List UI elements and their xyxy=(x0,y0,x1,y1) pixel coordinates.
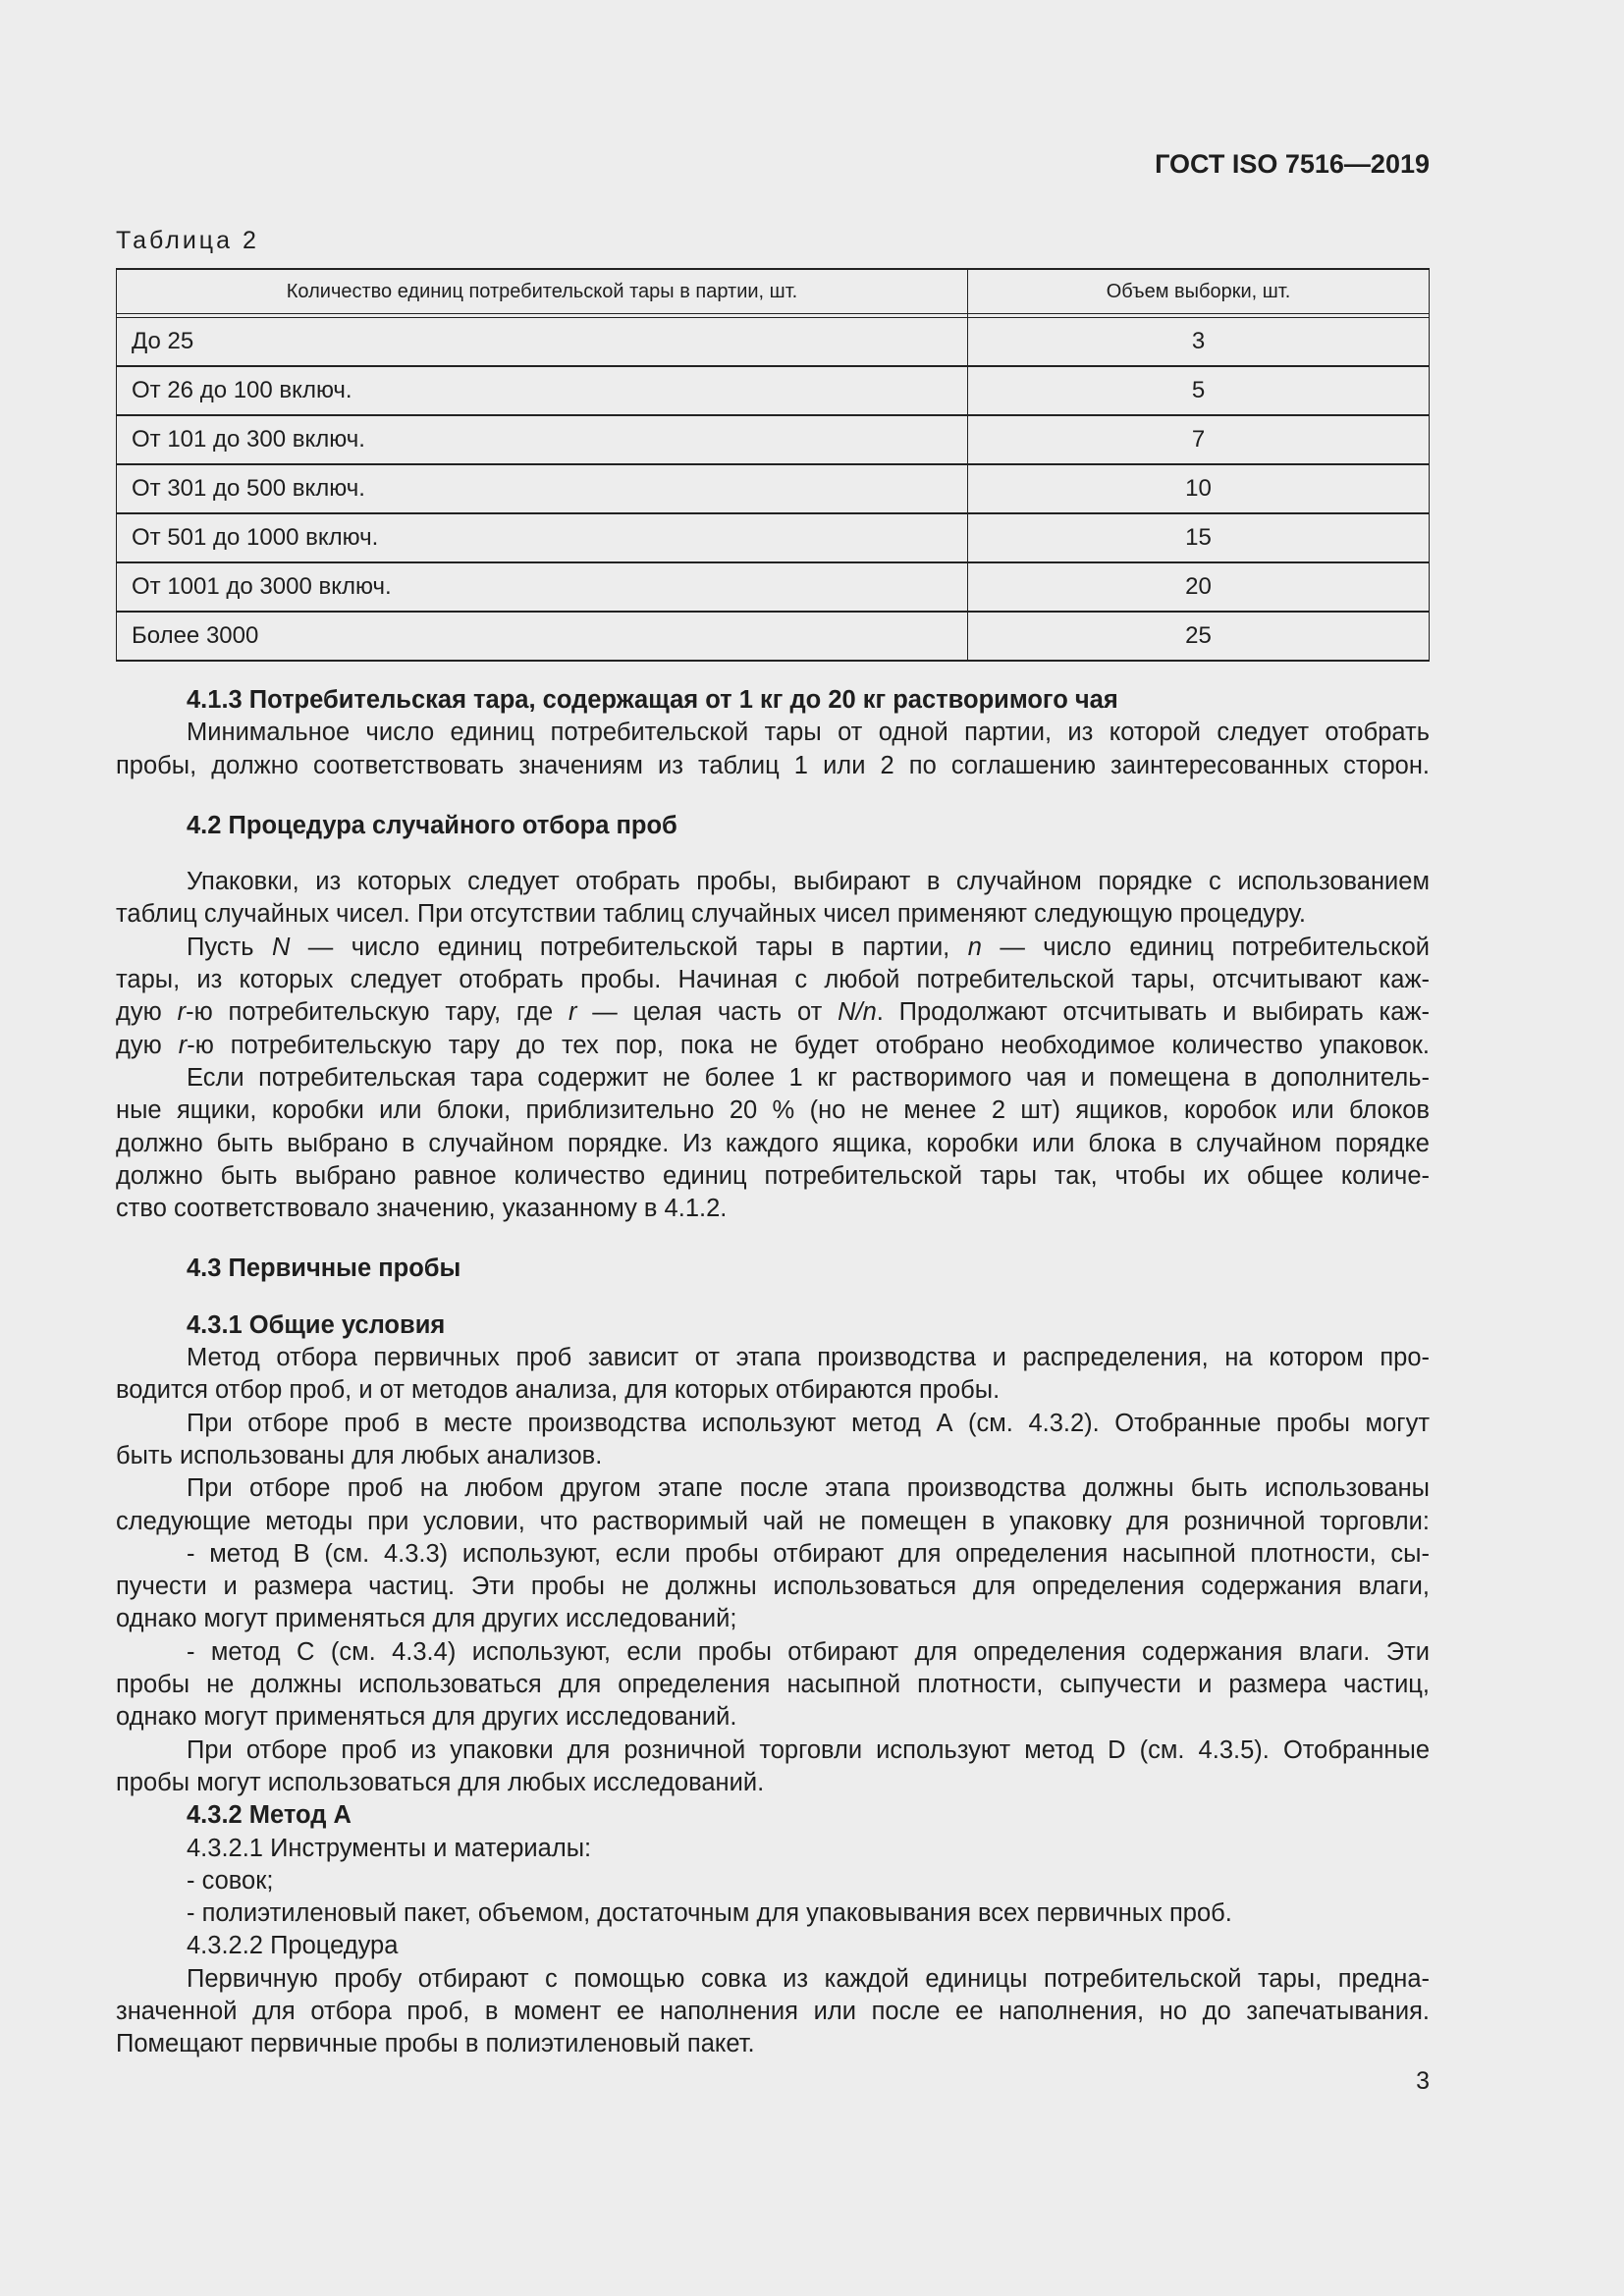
paragraph-line: быть использованы для любых анализов. xyxy=(116,1441,603,1469)
cell-sample-size: 15 xyxy=(1185,524,1212,551)
table-header-row xyxy=(117,270,1429,314)
cell-sample-size: 5 xyxy=(1191,377,1206,403)
paragraph-line: значенной для отбора проб, в момент ее наполнения или после ее наполнения, но до запечатывания. xyxy=(116,1997,1430,2025)
list-item: - совок; xyxy=(187,1866,274,1895)
subsection-4-3-2-1: 4.3.2.1 Инструменты и материалы: xyxy=(187,1834,592,1862)
paragraph-line: пробы, должно соответствовать значениям из таблиц 1 или 2 по соглашению заинтересованных сторон. xyxy=(116,751,1430,779)
cell-batch-quantity: До 25 xyxy=(117,318,968,365)
table-row xyxy=(117,414,1429,463)
paragraph-line: должно быть выбрано равное количество единиц потребительской тары так, чтобы их общее количе- xyxy=(116,1161,1430,1190)
table-row xyxy=(117,365,1429,414)
cell-batch-quantity: От 501 до 1000 включ. xyxy=(117,514,968,561)
paragraph-line: дую r-ю потребительскую тару до тех пор, пока не будет отобрано необходимое количество упаковок. xyxy=(116,1031,1430,1059)
sample-size-table xyxy=(116,268,1430,662)
paragraph-line: водится отбор проб, и от методов анализа, для которых отбираются пробы. xyxy=(116,1376,1001,1405)
list-item-line: однако могут применяться для других исследований. xyxy=(116,1703,737,1732)
column-header-batch-quantity: Количество единиц потребительской тары в партии, шт. xyxy=(117,270,968,313)
list-item-line: - метод С (см. 4.3.4) используют, если пробы отбирают для определения содержания влаги. Эти xyxy=(187,1637,1430,1666)
table-row xyxy=(117,512,1429,561)
cell-batch-quantity: Более 3000 xyxy=(117,613,968,660)
cell-sample-size: 25 xyxy=(1185,622,1212,649)
paragraph-line: должно быть выбрано в случайном порядке. Из каждого ящика, коробки или блока в случайном порядке xyxy=(116,1129,1430,1157)
table-row xyxy=(117,611,1429,660)
document-body xyxy=(116,684,1430,2061)
table-caption: Таблица 2 xyxy=(116,227,259,254)
document-code: ГОСТ ISO 7516—2019 xyxy=(1155,149,1430,179)
cell-sample-size: 10 xyxy=(1185,475,1212,502)
section-heading-4-3: 4.3 Первичные пробы xyxy=(187,1255,461,1283)
paragraph-line: таблиц случайных чисел. При отсутствии таблиц случайных чисел применяют следующую процедуру. xyxy=(116,900,1306,929)
cell-batch-quantity: От 26 до 100 включ. xyxy=(117,367,968,414)
cell-sample-size: 20 xyxy=(1185,573,1212,600)
list-item: - полиэтиленовый пакет, объемом, достаточным для упаковывания всех первичных проб. xyxy=(187,1899,1232,1928)
paragraph-line: При отборе проб из упаковки для розничной торговли используют метод D (см. 4.3.5). Отобранные xyxy=(187,1735,1430,1764)
section-heading-4-3-1: 4.3.1 Общие условия xyxy=(187,1310,446,1339)
cell-batch-quantity: От 101 до 300 включ. xyxy=(117,416,968,463)
paragraph-line: Минимальное число единиц потребительской тары от одной партии, из которой следует отобрать xyxy=(187,719,1430,747)
paragraph-line: ные ящики, коробки или блоки, приблизительно 20 % (но не менее 2 шт) ящиков, коробок или блоков xyxy=(116,1096,1430,1125)
table-row xyxy=(117,463,1429,512)
table-row xyxy=(117,318,1429,365)
paragraph-line: ство соответствовало значению, указанному в 4.1.2. xyxy=(116,1195,728,1223)
subsection-4-3-2-2: 4.3.2.2 Процедура xyxy=(187,1932,399,1960)
section-heading-4-3-2: 4.3.2 Метод А xyxy=(187,1801,352,1830)
paragraph-line: дую r-ю потребительскую тару, где r — целая часть от N/n. Продолжают отсчитывать и выбирать каж- xyxy=(116,998,1430,1027)
paragraph-line: Если потребительская тара содержит не более 1 кг растворимого чая и помещена в дополнитель- xyxy=(187,1063,1430,1092)
list-item-line: пробы не должны использоваться для определения насыпной плотности, сыпучести и размера частиц, xyxy=(116,1671,1430,1699)
paragraph-line: Упаковки, из которых следует отобрать пробы, выбирают в случайном порядке с использованием xyxy=(187,868,1430,896)
list-item-line: однако могут применяться для других исследований; xyxy=(116,1605,737,1633)
column-header-sample-size: Объем выборки, шт. xyxy=(1106,280,1291,302)
page-number: 3 xyxy=(1416,2067,1430,2095)
list-item-line: - метод В (см. 4.3.3) используют, если пробы отбирают для определения насыпной плотности, сы- xyxy=(187,1539,1430,1568)
list-item-line: пучести и размера частиц. Эти пробы не должны использоваться для определения содержания влаги, xyxy=(116,1573,1430,1601)
cell-sample-size: 7 xyxy=(1191,426,1206,453)
paragraph-line: Метод отбора первичных проб зависит от этапа производства и распределения, на котором про- xyxy=(187,1344,1430,1372)
paragraph-line: следующие методы при условии, что растворимый чай не помещен в упаковку для розничной торговли: xyxy=(116,1507,1430,1535)
section-heading-4-1-3: 4.1.3 Потребительская тара, содержащая от 1 кг до 20 кг растворимого чая xyxy=(187,686,1118,714)
section-heading-4-2: 4.2 Процедура случайного отбора проб xyxy=(187,811,677,839)
paragraph-line: При отборе проб в месте производства используют метод А (см. 4.3.2). Отобранные пробы могут xyxy=(187,1409,1430,1437)
cell-batch-quantity: От 301 до 500 включ. xyxy=(117,465,968,512)
paragraph-line: Первичную пробу отбирают с помощью совка из каждой единицы потребительской тары, предна- xyxy=(187,1964,1430,1993)
paragraph-line: При отборе проб на любом другом этапе после этапа производства должны быть использованы xyxy=(187,1474,1430,1503)
cell-sample-size: 3 xyxy=(1191,328,1206,354)
cell-batch-quantity: От 1001 до 3000 включ. xyxy=(117,563,968,611)
paragraph-line: Помещают первичные пробы в полиэтиленовый пакет. xyxy=(116,2030,755,2058)
paragraph-line: Пусть N — число единиц потребительской тары в партии, n — число единиц потребительской xyxy=(187,933,1430,961)
paragraph-line: пробы могут использоваться для любых исследований. xyxy=(116,1768,765,1796)
paragraph-line: тары, из которых следует отобрать пробы. Начиная с любой потребительской тары, отсчитывают каж- xyxy=(116,966,1430,994)
table-row xyxy=(117,561,1429,611)
